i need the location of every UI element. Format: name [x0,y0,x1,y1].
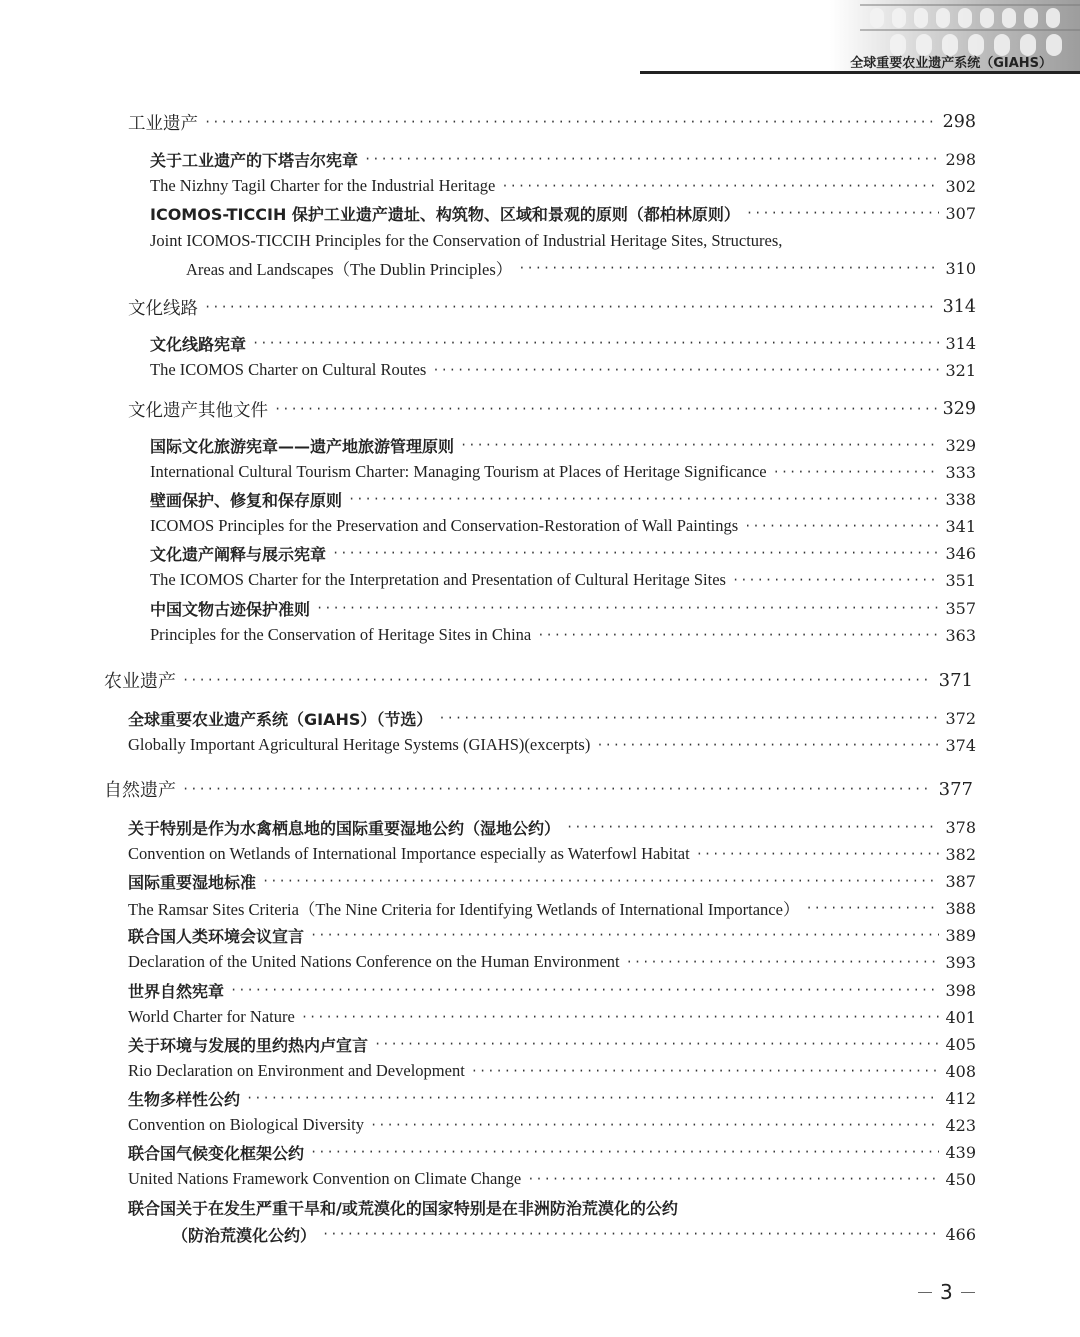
toc-entry-page: 405 [945,1034,976,1054]
toc-entry-page: 423 [945,1115,976,1135]
toc-dot-leader [744,519,939,533]
toc-entry-title: Declaration of the United Nations Conference on the Human Environment [128,952,620,971]
page-number-footer [918,1280,975,1304]
toc-entry-page: 387 [945,871,976,891]
toc-entry-title: Convention on Biological Diversity [128,1115,365,1134]
toc-dot-leader [246,1091,939,1105]
toc-entry-title: 壁画保护、修复和保存原则 [150,490,343,510]
toc-entry [0,458,1080,486]
toc-entry-title: （防治荒漠化公约） [172,1225,317,1245]
toc-entry-page: 439 [945,1142,976,1162]
toc-entry-page: 382 [945,844,976,864]
toc-entry [0,948,1080,976]
toc-dot-leader [348,492,939,506]
toc-dot-leader [316,601,939,615]
toc-entry-page: 388 [945,898,976,918]
toc-entry-page: 393 [945,952,976,972]
header-rule [640,71,1080,74]
toc-dot-leader [310,928,939,942]
toc-entry [0,976,1080,1004]
toc-entry-title: Principles for the Conservation of Heritage Sites in China [150,625,532,644]
toc-entry-title: 全球重要农业遗产系统（GIAHS）（节选） [128,709,433,729]
toc-entry-page: 298 [942,112,976,132]
toc-entry-title: 文化线路宪章 [150,334,247,354]
toc-dot-leader [471,1064,940,1078]
toc-entry-page: 346 [945,543,976,563]
toc-entry-title: 国际文化旅游宪章——遗产地旅游管理原则 [150,436,455,456]
toc-entry-page: 310 [945,258,976,278]
toc-dot-leader [252,336,939,350]
toc-entry-page: 401 [945,1007,976,1027]
toc-entry-title: 关于环境与发展的里约热内卢宣言 [128,1035,369,1055]
page-number-dash-right [961,1292,975,1293]
toc-entry-title: Joint ICOMOS-TICCIH Principles for the Conservation of Industrial Heritage Sites, Structures, [150,231,783,250]
toc-entry-title: 关于特别是作为水禽栖息地的国际重要湿地公约（湿地公约） [128,818,561,838]
toc-entry-page: 374 [945,735,976,755]
toc-entry [0,199,1080,227]
toc-entry-title: 中国文物古迹保护准则 [150,599,311,619]
toc-entry [0,1165,1080,1193]
toc-dot-leader [370,1118,939,1132]
toc-dot-leader [310,1145,939,1159]
toc-entry-title: International Cultural Tourism Charter: Managing Tourism at Places of Heritage Significance [150,462,767,481]
toc-entry-title: Rio Declaration on Environment and Development [128,1061,465,1080]
toc-entry-title: 联合国气候变化框架公约 [128,1143,305,1163]
toc-entry [0,840,1080,868]
toc-entry [0,1030,1080,1058]
toc-entry-page: 372 [945,708,976,728]
toc-dot-leader [322,1227,939,1241]
toc-entry [0,512,1080,540]
toc-entry [0,1057,1080,1085]
toc-entry-page: 398 [945,980,976,1000]
toc-dot-leader [805,901,939,915]
toc-entry [0,172,1080,200]
toc-entry-title: 文化遗产其他文件 [128,400,268,421]
toc-entry-title: 自然遗产 [104,780,176,801]
toc-entry [0,145,1080,173]
toc-entry-title: The ICOMOS Charter on Cultural Routes [150,360,427,379]
toc-dot-leader [432,363,939,377]
toc-entry-page: 341 [945,516,976,536]
toc-entry [0,1193,1080,1221]
toc-dot-leader [438,711,939,725]
toc-entry-title: Globally Important Agricultural Heritage Systems (GIAHS)(excerpts) [128,735,591,754]
toc-entry [0,1111,1080,1139]
toc-entry [0,293,1080,321]
toc-entry [0,227,1080,255]
toc-entry-page: 363 [945,625,976,645]
toc-entry-title: World Charter for Nature [128,1007,295,1026]
header-banner [830,0,1080,72]
toc-entry-page: 302 [945,176,976,196]
toc-entry-title: 文化遗产阐释与展示宪章 [150,544,327,564]
toc-dot-leader [527,1172,939,1186]
toc-entry-title: 生物多样性公约 [128,1089,241,1109]
toc-entry-title: Areas and Landscapes（The Dublin Principles） [186,260,513,279]
toc-dot-leader [773,465,940,479]
toc-entry-page: 321 [945,360,976,380]
toc-entry-page: 378 [945,817,976,837]
toc-entry [0,1220,1080,1248]
toc-entry [0,731,1080,759]
toc-entry [0,539,1080,567]
toc-dot-leader [518,261,939,275]
toc-dot-leader [204,115,937,129]
toc-entry-page: 450 [945,1169,976,1189]
toc-entry [0,666,1080,694]
toc-entry [0,867,1080,895]
toc-dot-leader [626,955,940,969]
toc-entry [0,1138,1080,1166]
toc-entry-title: ICOMOS-TICCIH 保护工业遗产遗址、构筑物、区域和景观的原则（都柏林原则） [150,204,740,224]
toc-entry-page: 371 [938,669,973,691]
toc-entry-title: The Nizhny Tagil Charter for the Industrial Heritage [150,176,496,195]
toc-entry-title: 联合国人类环境会议宣言 [128,926,305,946]
toc-entry [0,329,1080,357]
toc-entry-title: The Ramsar Sites Criteria（The Nine Criteria for Identifying Wetlands of International Importance） [128,900,800,919]
toc-entry [0,356,1080,384]
toc-dot-leader [696,847,940,861]
toc-entry [0,894,1080,922]
toc-entry [0,485,1080,513]
toc-dot-leader [182,782,933,796]
toc-entry-title: 农业遗产 [104,671,176,692]
toc-entry-page: 314 [942,297,976,317]
toc-entry-page: 412 [945,1088,976,1108]
toc-entry [0,704,1080,732]
toc-dot-leader [332,546,939,560]
toc-entry-title: ICOMOS Principles for the Preservation and Conservation-Restoration of Wall Paintings [150,516,739,535]
toc-entry [0,108,1080,136]
toc-entry-title: 国际重要湿地标准 [128,872,257,892]
toc-entry-page: 377 [938,778,973,800]
toc-entry [0,921,1080,949]
toc-dot-leader [596,738,939,752]
toc-dot-leader [732,573,939,587]
toc-entry-title: 工业遗产 [128,113,198,134]
toc-dot-leader [274,402,937,416]
toc-entry [0,621,1080,649]
toc-entry [0,431,1080,459]
toc-entry-page: 408 [945,1061,976,1081]
toc-entry-page: 466 [945,1224,976,1244]
toc-dot-leader [182,673,933,687]
toc-entry-title: Convention on Wetlands of International Importance especially as Waterfowl Habitat [128,844,690,863]
toc-entry-page: 333 [945,462,976,482]
toc-entry-page: 314 [945,333,976,353]
toc-entry [0,594,1080,622]
toc-entry-page: 338 [945,489,976,509]
toc-entry [0,1003,1080,1031]
page-number: 3 [940,1280,953,1304]
toc-dot-leader [537,628,939,642]
toc-entry [0,254,1080,282]
toc-entry [0,1084,1080,1112]
page-number-dash-left [918,1292,932,1293]
toc-dot-leader [460,438,939,452]
toc-dot-leader [301,1010,940,1024]
toc-entry-title: 文化线路 [128,298,198,319]
toc-dot-leader [374,1037,939,1051]
toc-entry-title: 关于工业遗产的下塔吉尔宪章 [150,150,359,170]
toc-dot-leader [262,874,939,888]
toc-dot-leader [746,206,940,220]
toc-dot-leader [566,820,939,834]
toc-entry-page: 329 [945,435,976,455]
toc-entry-page: 357 [945,598,976,618]
toc-entry [0,775,1080,803]
toc-entry [0,813,1080,841]
toc-entry-title: United Nations Framework Convention on Climate Change [128,1169,522,1188]
toc-entry-title: The ICOMOS Charter for the Interpretation and Presentation of Cultural Heritage Sites [150,570,726,589]
toc-entry-title: 联合国关于在发生严重干旱和/或荒漠化的国家特别是在非洲防治荒漠化的公约 [128,1198,678,1218]
toc-dot-leader [230,983,939,997]
toc-entry-page: 351 [945,570,976,590]
toc-entry [0,395,1080,423]
toc-dot-leader [204,300,937,314]
toc-entry-page: 307 [945,203,976,223]
toc-entry-page: 298 [945,149,976,169]
toc-entry [0,566,1080,594]
toc-dot-leader [364,152,939,166]
running-title: 全球重要农业遗产系统（GIAHS） [850,56,1052,71]
toc-dot-leader [501,179,939,193]
toc-entry-page: 329 [942,399,976,419]
toc-entry-page: 389 [945,925,976,945]
toc-entry-title: 世界自然宪章 [128,981,225,1001]
